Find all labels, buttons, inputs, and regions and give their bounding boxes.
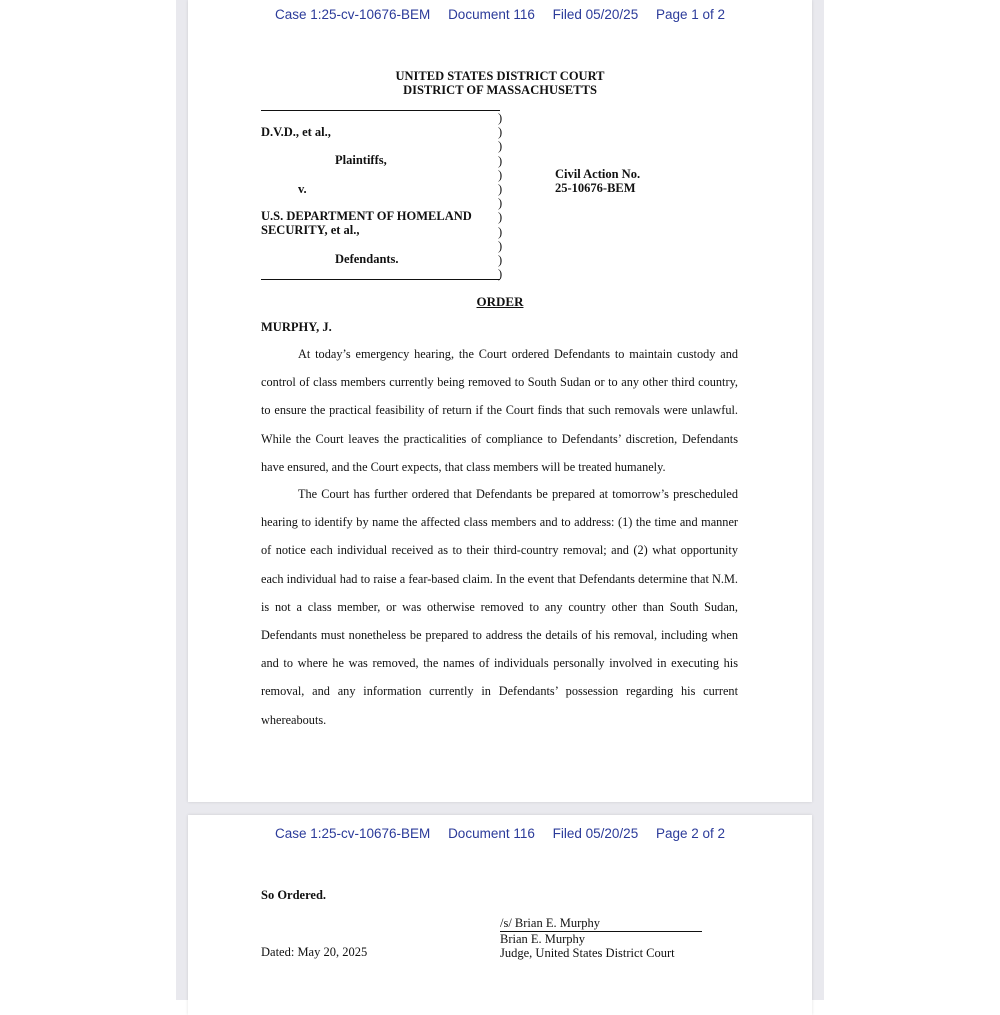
judge-title: Judge, United States District Court [500, 946, 675, 960]
document-page-2 [188, 815, 812, 1015]
judge-name: MURPHY, J. [261, 320, 332, 334]
document-number: Document 116 [448, 7, 535, 22]
so-ordered: So Ordered. [261, 888, 327, 902]
defendants-label: Defendants. [335, 252, 399, 266]
order-paragraph-1: At today’s emergency hearing, the Court ordered Defendants to maintain custody and control of class members currently being removed to South Sudan or to any other third country, to ensure the practical feasibility of return if the Court finds that such removals were unlawful. While the Court leaves the practicalities of compliance to Defendants’ discretion, Defendants have ensured, and the Court expects, that class members will be treated humanely. [261, 347, 738, 474]
civil-action-label: Civil Action No. [555, 167, 641, 181]
case-number: Case 1:25-cv-10676-BEM [274, 7, 431, 22]
caption-bottom-rule [261, 279, 500, 280]
district-name: DISTRICT OF MASSACHUSETTS [403, 83, 597, 97]
filed-date: Filed 05/20/25 [552, 826, 639, 841]
signature-line: /s/ Brian E. Murphy [500, 916, 702, 932]
case-number: Case 1:25-cv-10676-BEM [274, 826, 431, 841]
court-name: UNITED STATES DISTRICT COURT [395, 69, 605, 83]
filing-stamp [188, 7, 812, 22]
date-line: Dated: May 20, 2025 [261, 945, 368, 959]
defendant-name-line2: SECURITY, et al., [261, 223, 360, 237]
versus: v. [298, 182, 307, 196]
caption-top-rule [261, 110, 500, 111]
document-number: Document 116 [448, 826, 535, 841]
judge-signature-name: Brian E. Murphy [500, 931, 586, 946]
order-paragraph-2: The Court has further ordered that Defendants be prepared at tomorrow’s prescheduled hearing to identify by name the affected class members and to address: (1) the time and manner of notice each individual received as to their third-country removal; and (2) what opportunity each individual had to raise a fear-based claim. In the event that Defendants determine that N.M. is not a class member, or was otherwise removed to any country other than South Sudan, Defendants must nonetheless be prepared to address the details of his removal, including when and to where he was removed, the names of individuals personally involved in executing his removal, and any information currently in Defendants’ possession regarding his current whereabouts. [261, 487, 738, 727]
signature-block [500, 916, 702, 961]
plaintiffs-label: Plaintiffs, [335, 153, 387, 167]
order-title: ORDER [476, 294, 524, 309]
filed-date: Filed 05/20/25 [552, 7, 639, 22]
page-number: Page 1 of 2 [655, 7, 726, 22]
court-heading [188, 69, 812, 97]
caption-parentheses: ) ) ) ) ) ) ) ) ) ) ) ) [498, 111, 503, 282]
civil-action-number: 25-10676-BEM [555, 181, 636, 195]
document-page-1 [188, 0, 812, 802]
plaintiff-name: D.V.D., et al., [261, 125, 331, 139]
page-number: Page 2 of 2 [655, 826, 726, 841]
filing-stamp [188, 826, 812, 841]
defendant-name-line1: U.S. DEPARTMENT OF HOMELAND [261, 209, 472, 223]
